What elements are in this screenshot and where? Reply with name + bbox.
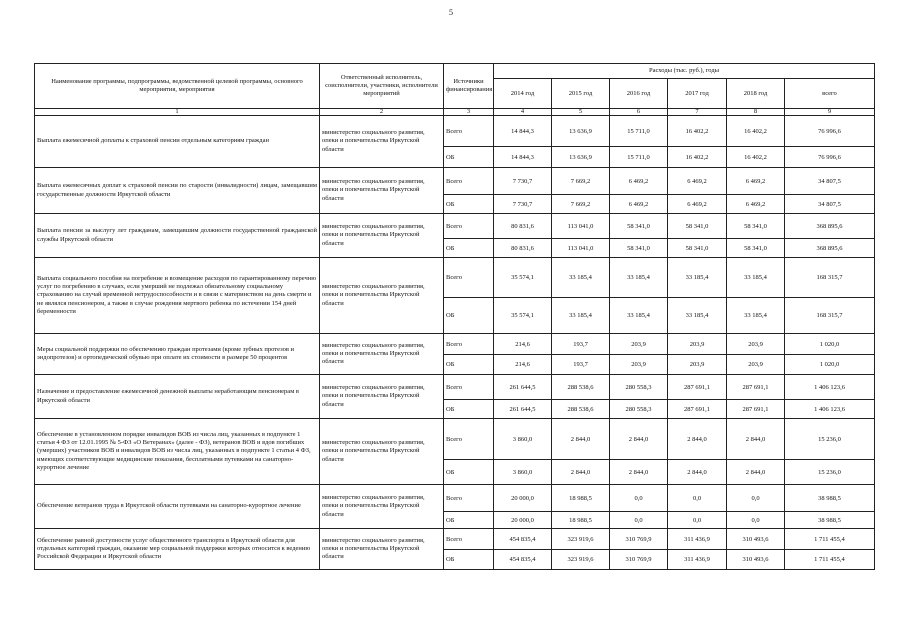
- value-cell: 203,9: [610, 355, 668, 375]
- total-cell: 76 996,6: [785, 147, 875, 168]
- value-cell: 323 919,6: [552, 529, 610, 550]
- value-cell: 33 185,4: [610, 258, 668, 298]
- header-executor: Ответственный исполнитель, соисполнители, участники, исполнители мероприятий: [320, 64, 444, 109]
- value-cell: 311 436,9: [668, 529, 727, 550]
- value-cell: 454 835,4: [494, 529, 552, 550]
- value-cell: 0,0: [610, 485, 668, 512]
- value-cell: 16 402,2: [727, 147, 785, 168]
- funding-source: Всего: [444, 334, 494, 355]
- value-cell: 6 469,2: [727, 168, 785, 195]
- value-cell: 287 691,1: [668, 375, 727, 400]
- total-cell: 76 996,6: [785, 116, 875, 147]
- funding-source: ОБ: [444, 298, 494, 334]
- value-cell: 15 711,0: [610, 116, 668, 147]
- executor-name: министерство социального развития, опеки и попечительства Иркутской области: [320, 168, 444, 214]
- total-cell: 34 807,5: [785, 195, 875, 214]
- column-number: 8: [727, 109, 785, 116]
- header-total: всего: [785, 79, 875, 109]
- funding-source: ОБ: [444, 512, 494, 529]
- program-name: Обеспечение равной доступности услуг общественного транспорта в Иркутской области для отдельных категорий граждан, оказание мер социальной поддержки которых относится к ведению Российской Федерации и Иркутской области: [35, 529, 320, 570]
- table-row: [35, 419, 875, 460]
- value-cell: 33 185,4: [668, 298, 727, 334]
- executor-name: министерство социального развития, опеки и попечительства Иркутской области: [320, 116, 444, 168]
- funding-source: ОБ: [444, 550, 494, 570]
- funding-source: Всего: [444, 168, 494, 195]
- funding-source: Всего: [444, 116, 494, 147]
- program-name: Назначение и предоставление ежемесячной денежной выплаты неработающим пенсионерам в Иркутской области: [35, 375, 320, 419]
- table-row: [35, 375, 875, 400]
- value-cell: 2 844,0: [610, 460, 668, 485]
- column-number: 5: [552, 109, 610, 116]
- value-cell: 33 185,4: [727, 298, 785, 334]
- value-cell: 2 844,0: [552, 460, 610, 485]
- table-row: [35, 334, 875, 355]
- value-cell: 203,9: [727, 355, 785, 375]
- value-cell: 288 538,6: [552, 375, 610, 400]
- funding-source: ОБ: [444, 195, 494, 214]
- value-cell: 20 000,0: [494, 485, 552, 512]
- value-cell: 0,0: [727, 512, 785, 529]
- value-cell: 18 988,5: [552, 485, 610, 512]
- value-cell: 7 669,2: [552, 195, 610, 214]
- value-cell: 33 185,4: [552, 258, 610, 298]
- value-cell: 203,9: [668, 334, 727, 355]
- total-cell: 1 711 455,4: [785, 529, 875, 550]
- value-cell: 0,0: [610, 512, 668, 529]
- value-cell: 6 469,2: [727, 195, 785, 214]
- value-cell: 58 341,0: [727, 214, 785, 239]
- value-cell: 287 691,1: [668, 400, 727, 419]
- program-name: Выплата пенсии за выслугу лет гражданам, замещавшим должности государственной гражданской службы Иркутской области: [35, 214, 320, 258]
- value-cell: 323 919,6: [552, 550, 610, 570]
- value-cell: 113 041,0: [552, 239, 610, 258]
- column-number: 3: [444, 109, 494, 116]
- program-name: Обеспечение ветеранов труда в Иркутской области путевками на санаторно-курортное лечение: [35, 485, 320, 529]
- total-cell: 168 315,7: [785, 298, 875, 334]
- value-cell: 261 644,5: [494, 400, 552, 419]
- value-cell: 2 844,0: [668, 419, 727, 460]
- value-cell: 193,7: [552, 355, 610, 375]
- table-row: [35, 485, 875, 512]
- executor-name: министерство социального развития, опеки и попечительства Иркутской области: [320, 334, 444, 375]
- value-cell: 58 341,0: [727, 239, 785, 258]
- funding-source: Всего: [444, 419, 494, 460]
- value-cell: 203,9: [668, 355, 727, 375]
- funding-source: Всего: [444, 375, 494, 400]
- value-cell: 203,9: [610, 334, 668, 355]
- total-cell: 368 895,6: [785, 239, 875, 258]
- header-expenses: Расходы (тыс. руб.), годы: [494, 64, 875, 79]
- value-cell: 33 185,4: [727, 258, 785, 298]
- total-cell: 34 807,5: [785, 168, 875, 195]
- value-cell: 18 988,5: [552, 512, 610, 529]
- value-cell: 288 538,6: [552, 400, 610, 419]
- total-cell: 1 406 123,6: [785, 400, 875, 419]
- funding-source: ОБ: [444, 355, 494, 375]
- value-cell: 80 831,6: [494, 214, 552, 239]
- value-cell: 33 185,4: [610, 298, 668, 334]
- executor-name: министерство социального развития, опеки и попечительства Иркутской области: [320, 375, 444, 419]
- value-cell: 2 844,0: [668, 460, 727, 485]
- value-cell: 214,6: [494, 355, 552, 375]
- column-number: 7: [668, 109, 727, 116]
- executor-name: министерство социального развития, опеки и попечительства Иркутской области: [320, 529, 444, 570]
- program-name: Выплата ежемесячной доплаты к страховой пенсии отдельным категориям граждан: [35, 116, 320, 168]
- program-name: Выплата социального пособия на погребение и возмещение расходов по гарантированному перечню услуг по погребению в случаях, если умерший не подлежал обязательному социальному страхованию на случай временной нетрудоспособности и в связи с материнством на день смерти и не являлся пенсионером, а также в случае рождения мертвого ребенка по истечении 154 дней беременности: [35, 258, 320, 334]
- value-cell: 3 860,0: [494, 419, 552, 460]
- value-cell: 6 469,2: [610, 195, 668, 214]
- column-number: 2: [320, 109, 444, 116]
- value-cell: 7 669,2: [552, 168, 610, 195]
- value-cell: 6 469,2: [668, 168, 727, 195]
- executor-name: министерство социального развития, опеки и попечительства Иркутской области: [320, 258, 444, 334]
- funding-source: ОБ: [444, 239, 494, 258]
- value-cell: 2 844,0: [727, 419, 785, 460]
- value-cell: 311 436,9: [668, 550, 727, 570]
- value-cell: 58 341,0: [668, 214, 727, 239]
- executor-name: министерство социального развития, опеки и попечительства Иркутской области: [320, 485, 444, 529]
- funding-source: Всего: [444, 214, 494, 239]
- header-year: 2014 год: [494, 79, 552, 109]
- total-cell: 1 020,0: [785, 334, 875, 355]
- header-year: 2017 год: [668, 79, 727, 109]
- header-source: Источники финансирования: [444, 64, 494, 109]
- column-number: 6: [610, 109, 668, 116]
- value-cell: 13 636,9: [552, 147, 610, 168]
- value-cell: 80 831,6: [494, 239, 552, 258]
- value-cell: 310 493,6: [727, 550, 785, 570]
- page-number: 5: [449, 8, 453, 17]
- executor-name: министерство социального развития, опеки и попечительства Иркутской области: [320, 214, 444, 258]
- total-cell: 168 315,7: [785, 258, 875, 298]
- total-cell: 1 020,0: [785, 355, 875, 375]
- value-cell: 16 402,2: [668, 147, 727, 168]
- total-cell: 15 236,0: [785, 419, 875, 460]
- value-cell: 13 636,9: [552, 116, 610, 147]
- value-cell: 261 644,5: [494, 375, 552, 400]
- table-row: [35, 529, 875, 550]
- value-cell: 15 711,0: [610, 147, 668, 168]
- header-program: Наименование программы, подпрограммы, ведомственной целевой программы, основного мероприятия, мероприятия: [35, 64, 320, 109]
- value-cell: 58 341,0: [610, 214, 668, 239]
- table-row: [35, 116, 875, 147]
- value-cell: 14 844,3: [494, 116, 552, 147]
- total-cell: 1 406 123,6: [785, 375, 875, 400]
- value-cell: 35 574,1: [494, 258, 552, 298]
- value-cell: 16 402,2: [668, 116, 727, 147]
- total-cell: 38 988,5: [785, 512, 875, 529]
- value-cell: 214,6: [494, 334, 552, 355]
- value-cell: 2 844,0: [552, 419, 610, 460]
- value-cell: 58 341,0: [610, 239, 668, 258]
- table-row: [35, 168, 875, 195]
- value-cell: 33 185,4: [552, 298, 610, 334]
- funding-source: ОБ: [444, 460, 494, 485]
- column-number: 9: [785, 109, 875, 116]
- total-cell: 1 711 455,4: [785, 550, 875, 570]
- value-cell: 6 469,2: [610, 168, 668, 195]
- value-cell: 280 558,3: [610, 400, 668, 419]
- program-name: Меры социальной поддержки по обеспечению граждан протезами (кроме зубных протезов и эндопротезов) и ортопедической обувью при оплате их стоимости в размере 50 процентов: [35, 334, 320, 375]
- header-year: 2015 год: [552, 79, 610, 109]
- value-cell: 0,0: [727, 485, 785, 512]
- value-cell: 0,0: [668, 485, 727, 512]
- value-cell: 287 691,1: [727, 375, 785, 400]
- value-cell: 58 341,0: [668, 239, 727, 258]
- value-cell: 454 835,4: [494, 550, 552, 570]
- header-year: 2016 год: [610, 79, 668, 109]
- value-cell: 35 574,1: [494, 298, 552, 334]
- value-cell: 2 844,0: [727, 460, 785, 485]
- column-number: 4: [494, 109, 552, 116]
- column-number: 1: [35, 109, 320, 116]
- funding-source: Всего: [444, 485, 494, 512]
- executor-name: министерство социального развития, опеки и попечительства Иркутской области: [320, 419, 444, 485]
- value-cell: 203,9: [727, 334, 785, 355]
- funding-source: Всего: [444, 258, 494, 298]
- value-cell: 33 185,4: [668, 258, 727, 298]
- value-cell: 14 844,3: [494, 147, 552, 168]
- value-cell: 20 000,0: [494, 512, 552, 529]
- header-year: 2018 год: [727, 79, 785, 109]
- program-name: Обеспечение в установленном порядке инвалидов ВОВ из числа лиц, указанных в подпункте 1 статьи 4 ФЗ от 12.01.1995 № 5-ФЗ «О Ветеранах» (далее - ФЗ), ветеранов ВОВ и вдов погибших (умерших) участников ВОВ и инвалидов ВОВ из числа лиц, указанных в подпункте 1 статьи 4 ФЗ, имеющих соответствующие медицинские показания, бесплатными путевками на санаторно-курортное лечение: [35, 419, 320, 485]
- value-cell: 310 769,9: [610, 550, 668, 570]
- value-cell: 287 691,1: [727, 400, 785, 419]
- total-cell: 368 895,6: [785, 214, 875, 239]
- total-cell: 38 988,5: [785, 485, 875, 512]
- value-cell: 310 493,6: [727, 529, 785, 550]
- table-row: [35, 214, 875, 239]
- value-cell: 113 041,0: [552, 214, 610, 239]
- value-cell: 310 769,9: [610, 529, 668, 550]
- funding-source: Всего: [444, 529, 494, 550]
- value-cell: 2 844,0: [610, 419, 668, 460]
- funding-source: ОБ: [444, 147, 494, 168]
- budget-table: [34, 63, 875, 570]
- value-cell: 7 730,7: [494, 195, 552, 214]
- value-cell: 280 558,3: [610, 375, 668, 400]
- value-cell: 7 730,7: [494, 168, 552, 195]
- table-row: [35, 258, 875, 298]
- value-cell: 6 469,2: [668, 195, 727, 214]
- funding-source: ОБ: [444, 400, 494, 419]
- value-cell: 16 402,2: [727, 116, 785, 147]
- total-cell: 15 236,0: [785, 460, 875, 485]
- value-cell: 3 860,0: [494, 460, 552, 485]
- value-cell: 0,0: [668, 512, 727, 529]
- program-name: Выплата ежемесячных доплат к страховой пенсии по старости (инвалидности) лицам, замещавшим государственные должности Иркутской области: [35, 168, 320, 214]
- value-cell: 193,7: [552, 334, 610, 355]
